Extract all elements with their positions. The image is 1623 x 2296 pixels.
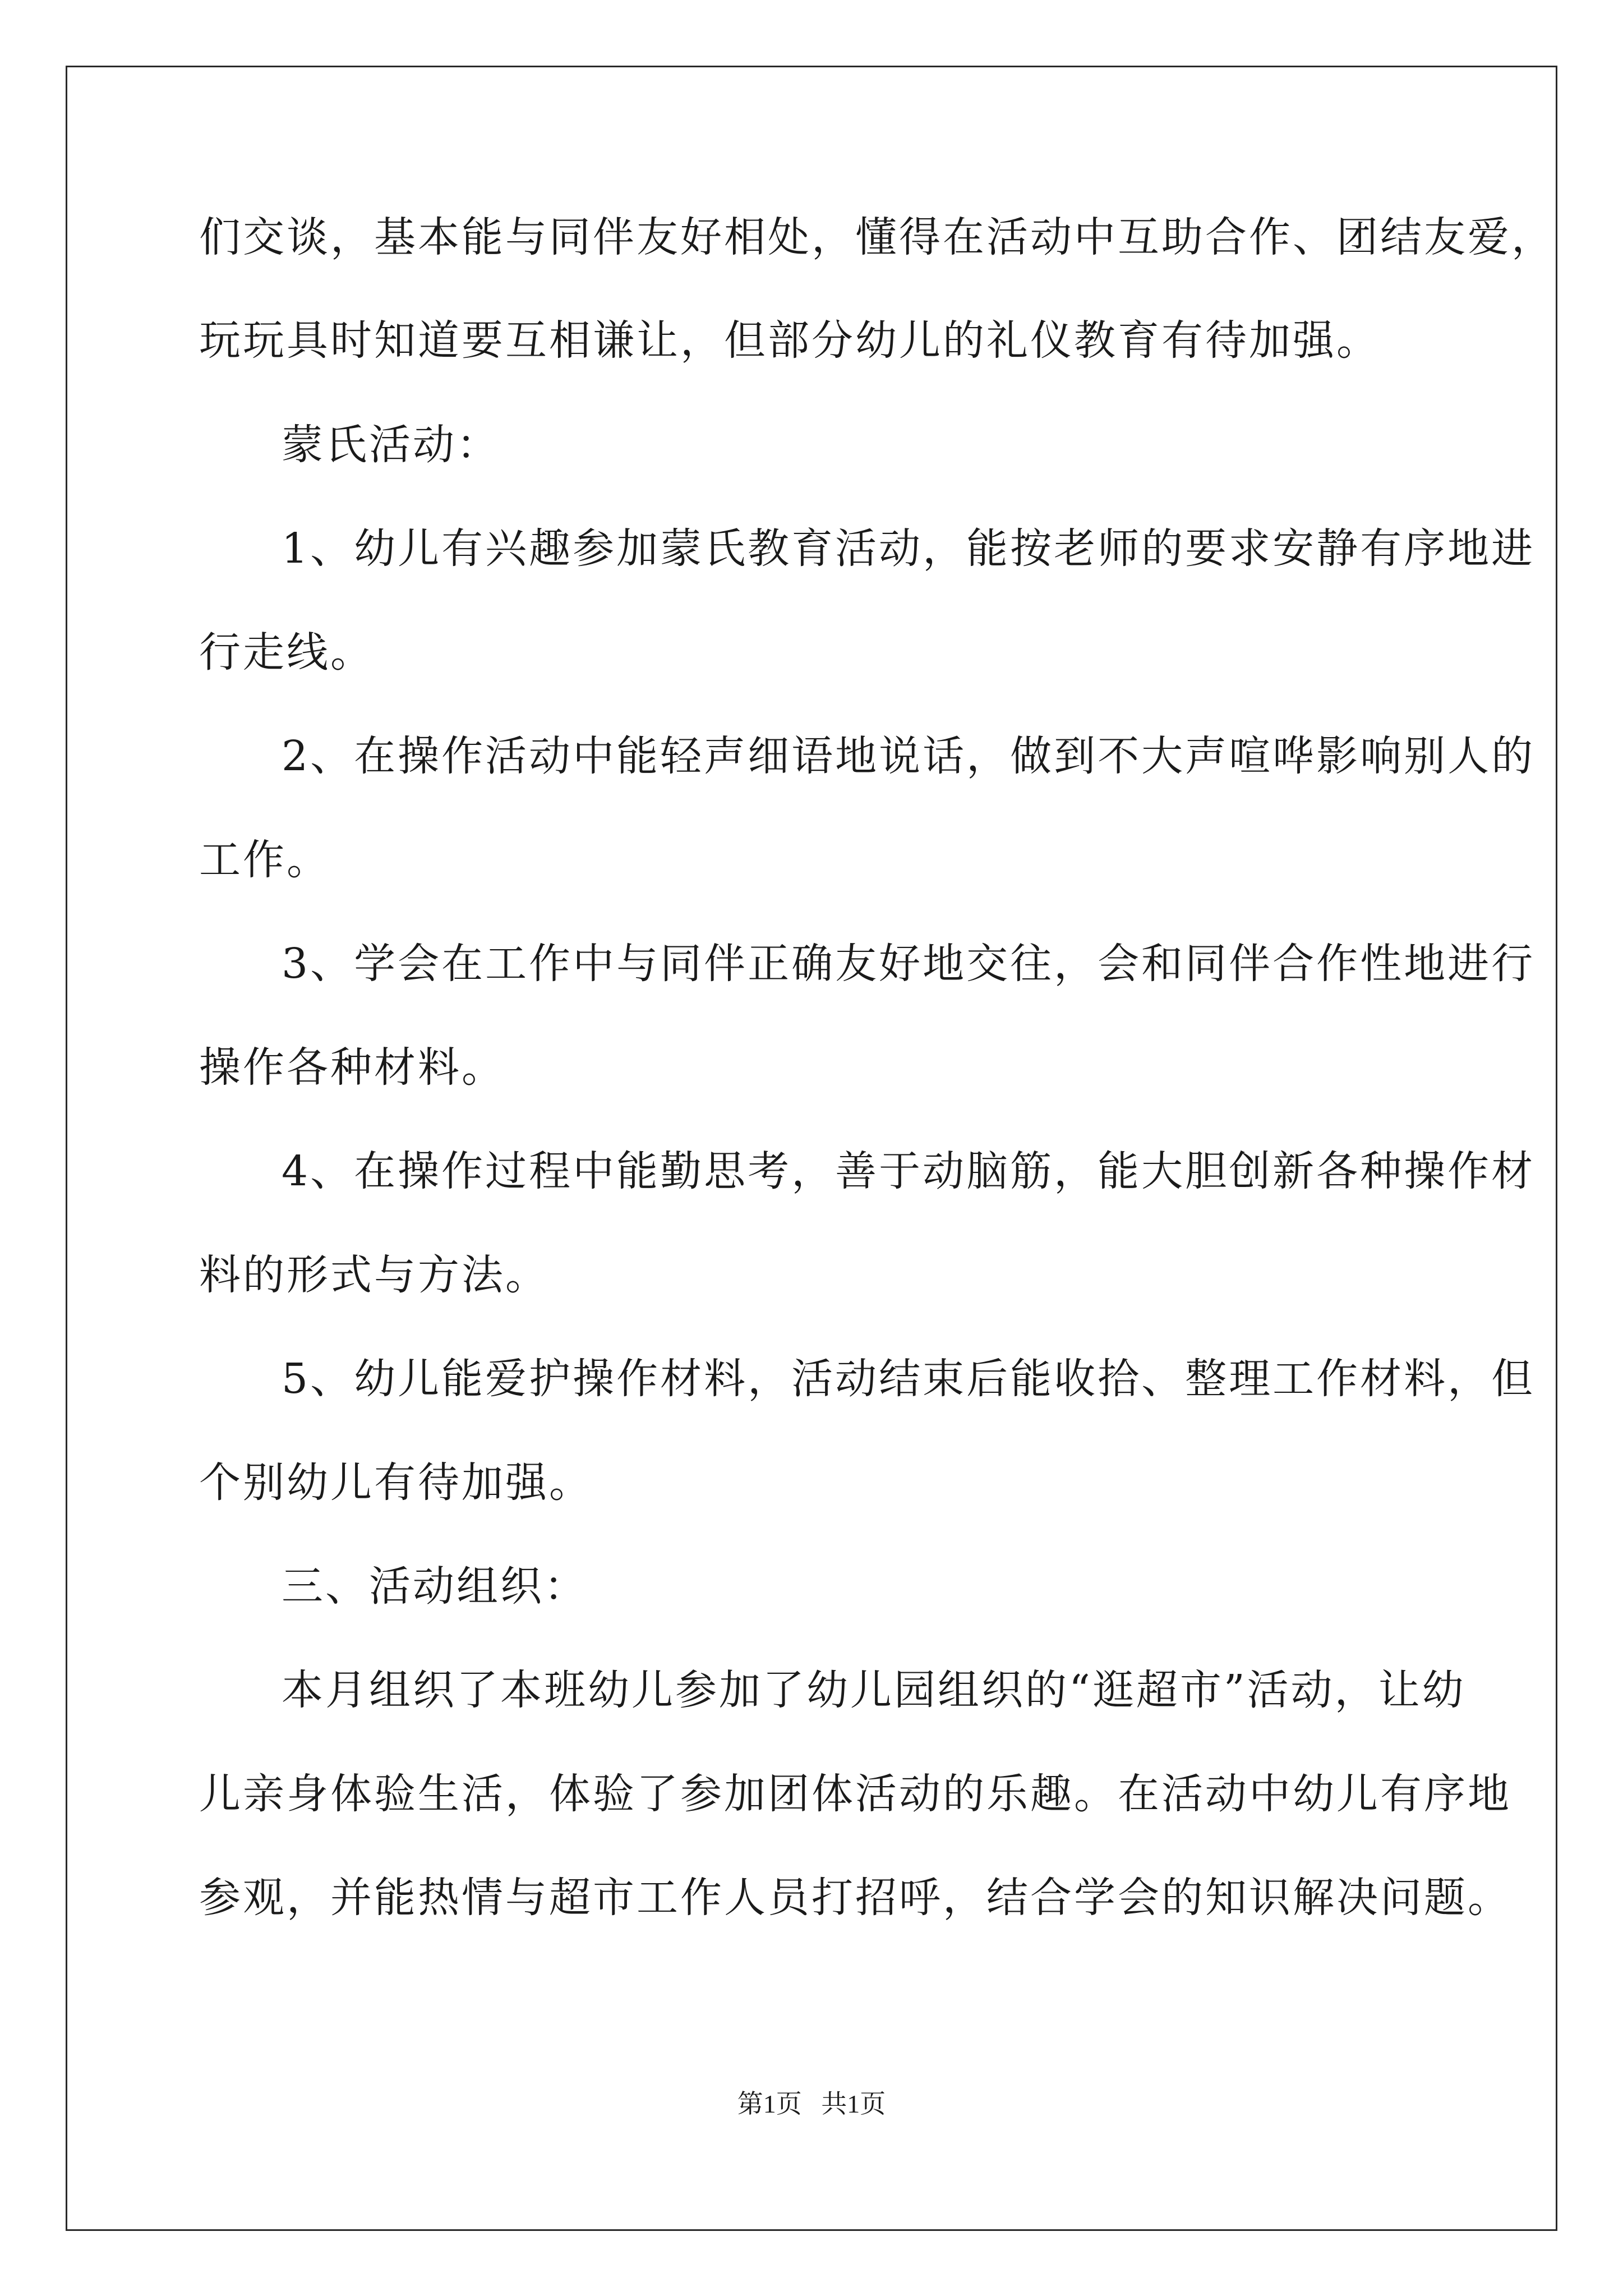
text-line: 儿亲身体验生活，体验了参加团体活动的乐趣。在活动中幼儿有序地	[199, 1770, 1511, 1818]
text-line: 个别幼儿有待加强。	[199, 1458, 593, 1507]
text-line: 1、幼儿有兴趣参加蒙氏教育活动，能按老师的要求安静有序地进	[282, 524, 1536, 573]
page-number: 第1页 共1页	[737, 2090, 886, 2118]
section-heading: 三、活动组织：	[282, 1562, 588, 1611]
text-line: 行走线。	[199, 628, 374, 677]
text-line: 本月组织了本班幼儿参加了幼儿园组织的“逛超市”活动，让幼	[282, 1666, 1466, 1714]
text-line: 4、在操作过程中能勤思考，善于动脑筋，能大胆创新各种操作材	[282, 1147, 1536, 1195]
text-line: 5、幼儿能爱护操作材料，活动结束后能收拾、整理工作材料，但	[282, 1355, 1536, 1403]
text-line: 操作各种材料。	[199, 1043, 505, 1092]
section-heading: 蒙氏活动：	[282, 421, 500, 469]
text-line: 3、学会在工作中与同伴正确友好地交往，会和同伴合作性地进行	[282, 940, 1536, 988]
text-line: 参观，并能热情与超市工作人员打招呼，结合学会的知识解决问题。	[199, 1874, 1511, 1922]
text-line: 玩玩具时知道要互相谦让，但部分幼儿的礼仪教育有待加强。	[199, 316, 1380, 365]
text-line: 料的形式与方法。	[199, 1251, 549, 1299]
text-line: 工作。	[199, 836, 330, 884]
text-line: 2、在操作活动中能轻声细语地说话，做到不大声喧哗影响别人的	[282, 732, 1536, 780]
text-line: 们交谈，基本能与同伴友好相处，懂得在活动中互助合作、团结友爱，	[199, 213, 1555, 261]
